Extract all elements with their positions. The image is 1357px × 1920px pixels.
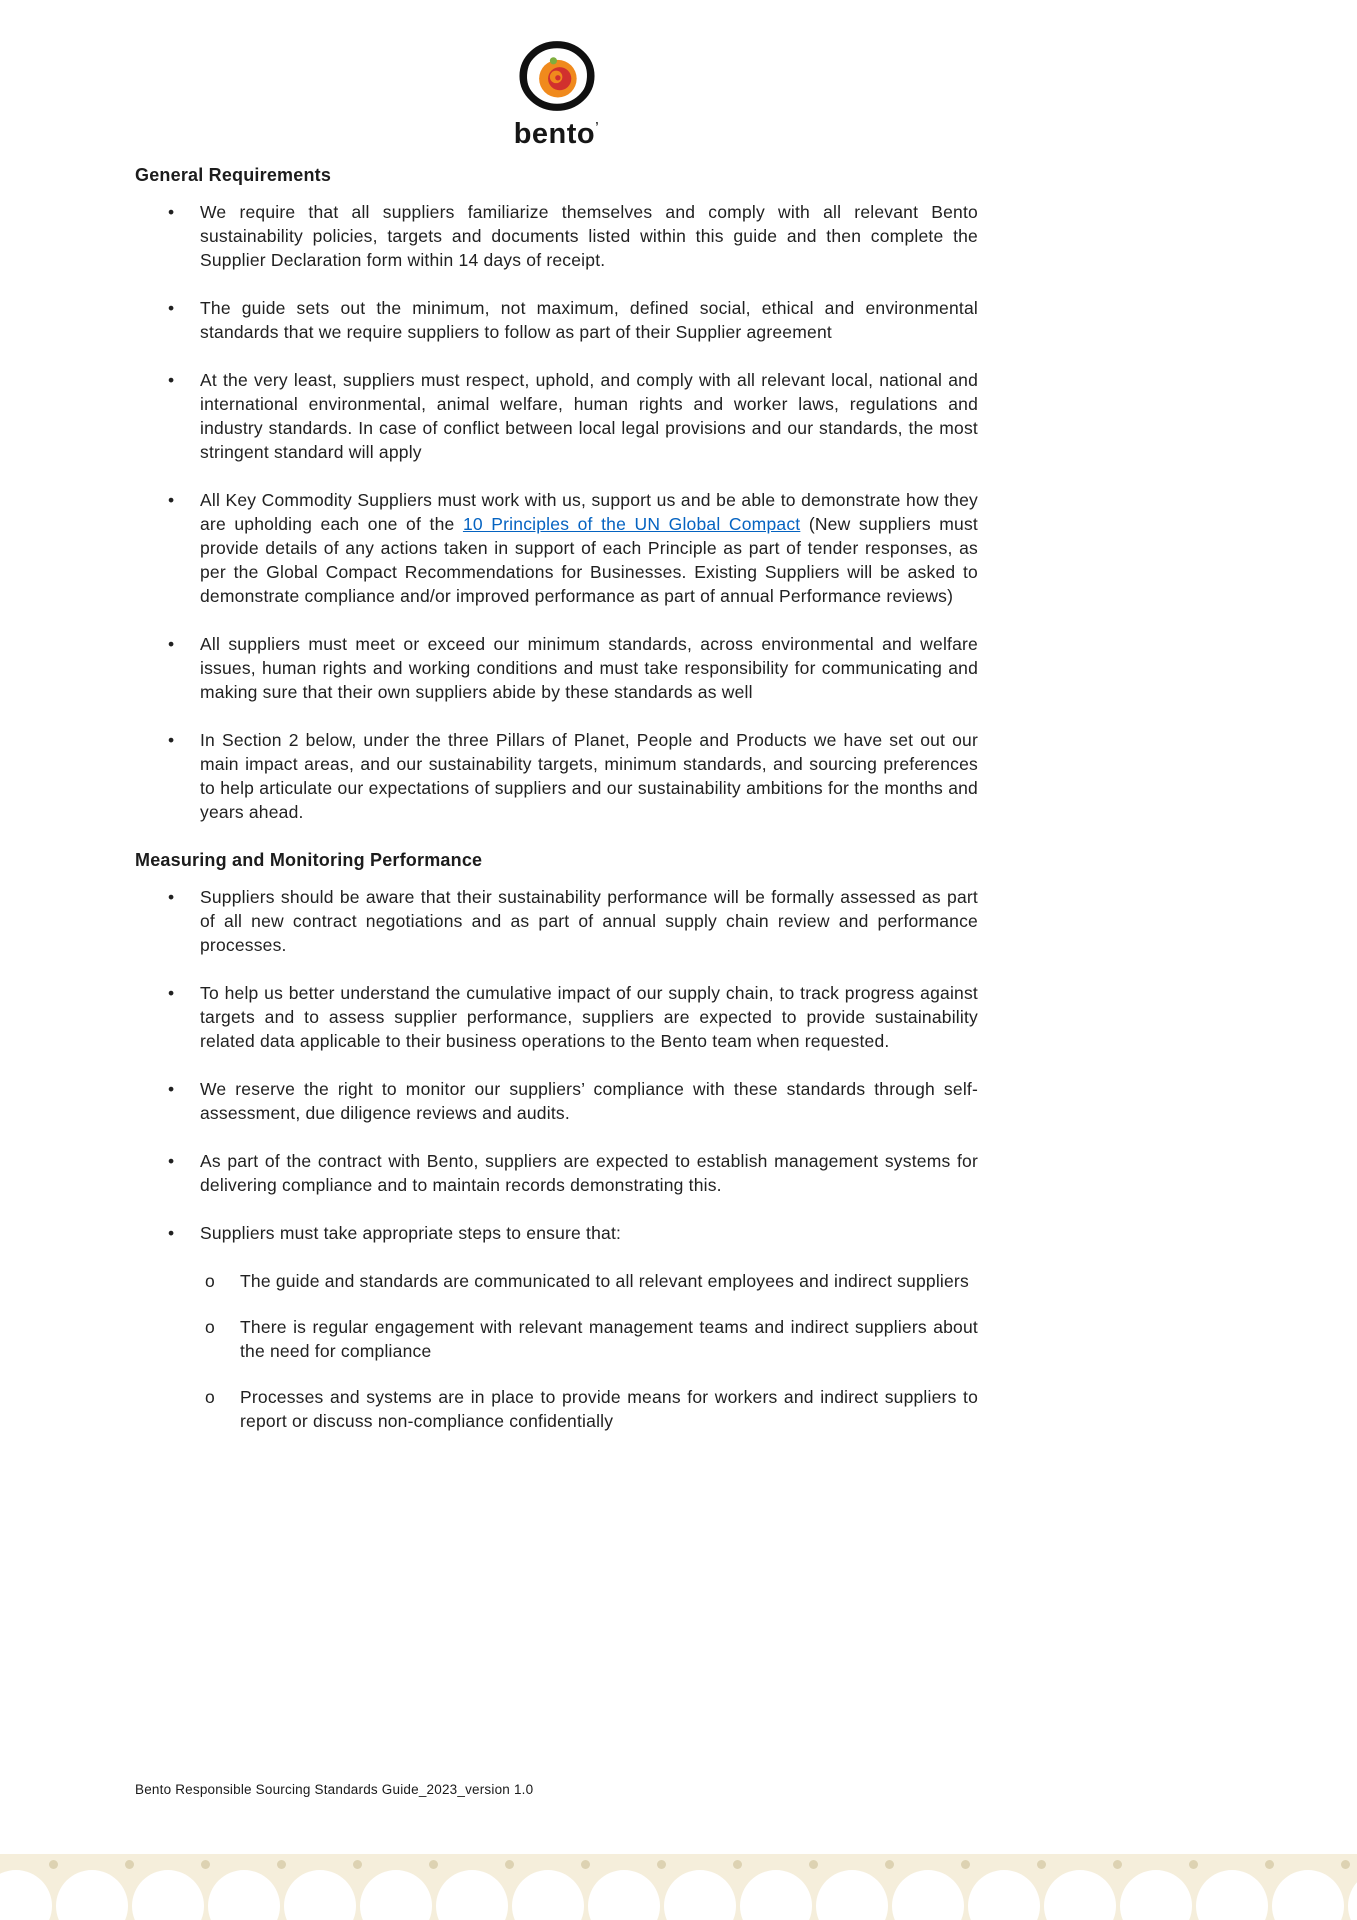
scallop-circle bbox=[360, 1870, 432, 1920]
bullet-item bbox=[135, 296, 978, 344]
scallop-circle bbox=[1196, 1870, 1268, 1920]
scallop-circle bbox=[740, 1870, 812, 1920]
bullet-text: As part of the contract with Bento, suppliers are expected to establish management systems for delivering compliance and to maintain records demonstrating this. bbox=[200, 1151, 978, 1195]
bullet-marker: • bbox=[168, 887, 175, 907]
bullet-text: All suppliers must meet or exceed our minimum standards, across environmental and welfare issues, human rights and working conditions and must take responsibility for communicating and making sure that their own suppliers abide by these standards as well bbox=[200, 634, 978, 702]
scallop-dot bbox=[201, 1860, 210, 1869]
sub-bullet-marker: o bbox=[205, 1271, 215, 1291]
scallop-circle bbox=[436, 1870, 508, 1920]
bento-logo-icon bbox=[512, 34, 602, 118]
sub-bullet-text: Processes and systems are in place to provide means for workers and indirect suppliers to report or discuss non-compliance confidentially bbox=[240, 1387, 978, 1431]
scallop-dot bbox=[1265, 1860, 1274, 1869]
bullet-marker: • bbox=[168, 983, 175, 1003]
scallop-dot bbox=[125, 1860, 134, 1869]
bullet-marker: • bbox=[168, 1079, 175, 1099]
scallop-circle bbox=[1044, 1870, 1116, 1920]
scallop-circle bbox=[284, 1870, 356, 1920]
scallop-circle bbox=[588, 1870, 660, 1920]
sub-bullet-marker: o bbox=[205, 1317, 215, 1337]
sub-bullet-item bbox=[135, 1269, 978, 1293]
bullet-item bbox=[135, 885, 978, 957]
scallop-dot bbox=[961, 1860, 970, 1869]
document-body bbox=[135, 34, 978, 1455]
sub-bullet-text: There is regular engagement with relevant management teams and indirect suppliers about the need for compliance bbox=[240, 1317, 978, 1361]
scallop-circle bbox=[816, 1870, 888, 1920]
bullet-item bbox=[135, 1149, 978, 1197]
bullet-marker: • bbox=[168, 490, 175, 510]
section-heading: Measuring and Monitoring Performance bbox=[135, 850, 483, 870]
scallop-dot bbox=[1189, 1860, 1198, 1869]
bullet-marker: • bbox=[168, 730, 175, 750]
scallop-border bbox=[0, 1854, 1357, 1920]
scallop-circle bbox=[512, 1870, 584, 1920]
bullet-marker: • bbox=[168, 634, 175, 654]
bullet-item bbox=[135, 632, 978, 704]
scallop-circle bbox=[664, 1870, 736, 1920]
bullet-text: To help us better understand the cumulative impact of our supply chain, to track progress against targets and to assess supplier performance, suppliers are expected to provide sustainability related data applicable to their business operations to the Bento team when requested. bbox=[200, 983, 978, 1051]
scallop-dot bbox=[885, 1860, 894, 1869]
scallop-circle bbox=[0, 1870, 52, 1920]
bullet-marker: • bbox=[168, 1223, 175, 1243]
bullet-text: In Section 2 below, under the three Pillars of Planet, People and Products we have set out our main impact areas, and our sustainability targets, minimum standards, and sourcing preferences to help articulate our expectations of suppliers and our sustainability ambitions for the months and years ahead. bbox=[200, 730, 978, 822]
scallop-dot bbox=[1037, 1860, 1046, 1869]
sub-bullet-text: The guide and standards are communicated to all relevant employees and indirect suppliers bbox=[240, 1271, 969, 1291]
scallop-dot bbox=[277, 1860, 286, 1869]
bullet-marker: • bbox=[168, 298, 175, 318]
bullet-text: Suppliers must take appropriate steps to ensure that: bbox=[200, 1223, 622, 1243]
bullet-item bbox=[135, 981, 978, 1053]
bullet-text: We reserve the right to monitor our suppliers’ compliance with these standards through self-assessment, due diligence reviews and audits. bbox=[200, 1079, 978, 1123]
bullet-item bbox=[135, 200, 978, 272]
sub-bullet-item bbox=[135, 1315, 978, 1363]
scallop-circle bbox=[132, 1870, 204, 1920]
scallop-circle bbox=[968, 1870, 1040, 1920]
bullet-item bbox=[135, 488, 978, 608]
sub-bullet-item bbox=[135, 1385, 978, 1433]
brand-name: bento’ bbox=[513, 118, 600, 150]
sections bbox=[135, 165, 978, 1433]
section-heading: General Requirements bbox=[135, 165, 332, 185]
scallop-dot bbox=[733, 1860, 742, 1869]
bullet-item bbox=[135, 1077, 978, 1125]
scallop-circle bbox=[892, 1870, 964, 1920]
scallop-dot bbox=[429, 1860, 438, 1869]
scallop-dot bbox=[505, 1860, 514, 1869]
bullet-text: Suppliers should be aware that their sustainability performance will be formally assessed as part of all new contract negotiations and as part of annual supply chain review and performance processes. bbox=[200, 887, 978, 955]
scallop-circle bbox=[1272, 1870, 1344, 1920]
scallop-circle bbox=[56, 1870, 128, 1920]
scallop-circle bbox=[1120, 1870, 1192, 1920]
scallop-dot bbox=[657, 1860, 666, 1869]
bullet-item bbox=[135, 728, 978, 824]
section bbox=[135, 850, 978, 1433]
bullet-text: The guide sets out the minimum, not maximum, defined social, ethical and environmental standards that we require suppliers to follow as part of their Supplier agreement bbox=[200, 298, 978, 342]
bullet-marker: • bbox=[168, 1151, 175, 1171]
footer-text: Bento Responsible Sourcing Standards Guide_2023_version 1.0 bbox=[135, 1782, 534, 1797]
brand-mark: ’ bbox=[595, 119, 600, 134]
un-global-compact-link[interactable]: 10 Principles of the UN Global Compact bbox=[462, 514, 801, 534]
scallop-dot bbox=[581, 1860, 590, 1869]
scallop-circle bbox=[1348, 1870, 1357, 1920]
scallop-circle bbox=[208, 1870, 280, 1920]
bullet-text: At the very least, suppliers must respect, uphold, and comply with all relevant local, national and international environmental, animal welfare, human rights and worker laws, regulations and industry standards. In case of conflict between local legal provisions and our standards, the most stringent standard will apply bbox=[200, 370, 978, 462]
scallop-dot bbox=[809, 1860, 818, 1869]
scallop-dot bbox=[1341, 1860, 1350, 1869]
bullet-marker: • bbox=[168, 370, 175, 390]
scallop-dot bbox=[1113, 1860, 1122, 1869]
scallop-dot bbox=[49, 1860, 58, 1869]
bullet-item bbox=[135, 1221, 978, 1245]
bullet-text: All Key Commodity Suppliers must work with us, support us and be able to demonstrate how they are upholding each one of the 10 Principles of the UN Global Compact (New suppliers must provide details of any actions taken in support of each Principle as part of tender responses, as per the Global Compact Recommendations for Businesses. Existing Suppliers will be asked to demonstrate compliance and/or improved performance as part of annual Performance reviews) bbox=[200, 490, 978, 606]
section bbox=[135, 165, 978, 824]
sub-bullet-marker: o bbox=[205, 1387, 215, 1407]
scallop-dot bbox=[353, 1860, 362, 1869]
logo bbox=[135, 34, 978, 149]
bullet-item bbox=[135, 368, 978, 464]
bullet-text: We require that all suppliers familiarize themselves and comply with all relevant Bento sustainability policies, targets and documents listed within this guide and then complete the Supplier Declaration form within 14 days of receipt. bbox=[200, 202, 978, 270]
bullet-marker: • bbox=[168, 202, 175, 222]
